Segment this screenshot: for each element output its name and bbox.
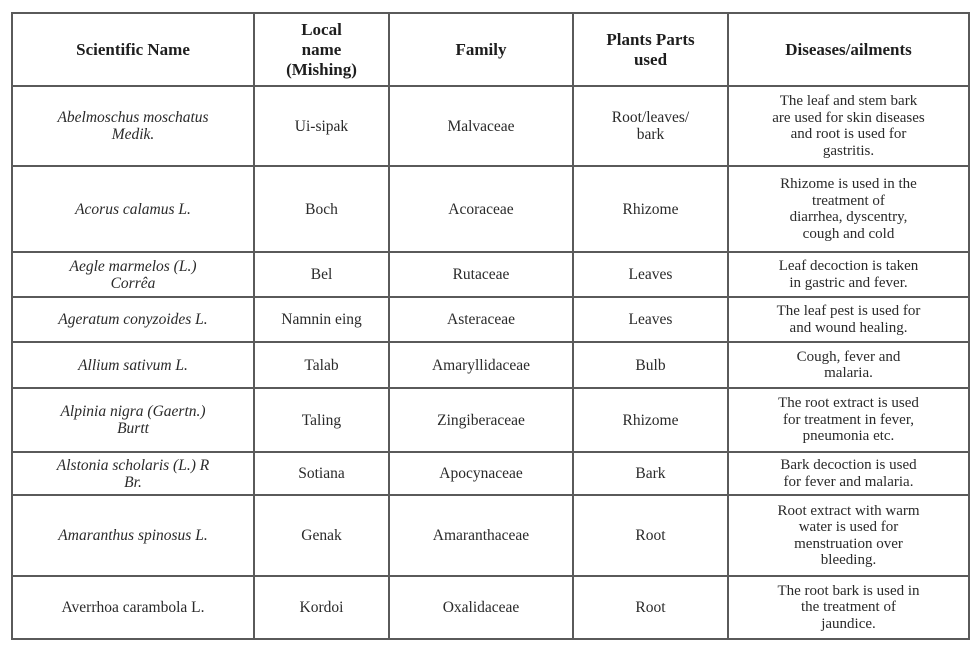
ailments-text: bleeding. [820, 552, 877, 568]
scientific-name-cell [12, 495, 254, 576]
parts-used-text: Rhizome [622, 411, 679, 429]
scientific-name-text: Abelmoschus moschatus [57, 109, 209, 126]
scientific-name-text: Medik. [111, 126, 155, 143]
parts-used-cell [573, 495, 728, 576]
family-cell: Malvaceae [389, 86, 573, 166]
header-text-line: Local [301, 19, 342, 39]
parts-used-cell [573, 576, 728, 639]
ailments-cell [728, 86, 969, 166]
scientific-name-cell [12, 166, 254, 252]
ailments-text: The leaf pest is used for [776, 303, 921, 319]
scientific-name-text: Alpinia nigra (Gaertn.) [60, 403, 206, 420]
scientific-name-text: Burtt [117, 420, 149, 437]
ailments-text: cough and cold [802, 225, 895, 242]
ailments-cell [728, 388, 969, 452]
ailments-text: malaria. [824, 365, 873, 381]
ailments-text: Leaf decoction is taken [778, 258, 919, 274]
scientific-name-text: Ageratum conyzoides L. [58, 311, 208, 328]
header-text-line: Plants Parts [606, 29, 695, 49]
ailments-text: The leaf and stem bark [779, 93, 918, 109]
ailments-cell [728, 495, 969, 576]
local-name-cell: Kordoi [254, 576, 389, 639]
local-name-cell: Bel [254, 252, 389, 297]
scientific-name-cell [12, 297, 254, 342]
ailments-cell [728, 452, 969, 495]
ailments-text: the treatment of [801, 599, 896, 616]
header-text-line: Family [455, 39, 507, 59]
ailments-text: Cough, fever and [796, 348, 901, 365]
scientific-name-text: Amaranthus spinosus L. [58, 527, 208, 544]
scientific-name-text: Alstonia scholaris (L.) R [56, 456, 210, 474]
ailments-text: The root extract is used [778, 395, 919, 412]
local-name-cell: Namnin eing [254, 297, 389, 342]
header-text-line: Scientific Name [76, 39, 190, 59]
ailments-text: and wound healing. [789, 319, 908, 336]
local-name-cell: Talab [254, 342, 389, 388]
local-name-cell: Taling [254, 388, 389, 452]
scientific-name-cell [12, 576, 254, 639]
family-cell: Rutaceae [389, 252, 573, 297]
parts-used-cell [573, 388, 728, 452]
family-cell: Acoraceae [389, 166, 573, 252]
ailments-text: Root extract with warm [777, 502, 920, 519]
parts-used-text: Leaves [628, 311, 673, 328]
parts-used-text: Bulb [635, 356, 666, 374]
parts-used-cell [573, 297, 728, 342]
ailments-cell [728, 576, 969, 639]
header-row [12, 13, 969, 86]
header-text-line: name [301, 39, 342, 59]
medicinal-plants-table [11, 12, 970, 640]
ailments-cell [728, 342, 969, 388]
scientific-name-cell [12, 252, 254, 297]
header-text-line: Diseases/ailments [785, 39, 912, 59]
family-cell: Amaryllidaceae [389, 342, 573, 388]
scientific-name-text: Br. [124, 473, 142, 491]
family-cell: Oxalidaceae [389, 576, 573, 639]
scientific-name-text: Corrêa [110, 274, 156, 292]
local-name-cell: Boch [254, 166, 389, 252]
header-parts-used [573, 13, 728, 86]
table-row [12, 297, 969, 342]
parts-used-cell [573, 166, 728, 252]
header-local-name [254, 13, 389, 86]
header-family [389, 13, 573, 86]
parts-used-text: Root [635, 599, 666, 616]
table-row [12, 86, 969, 166]
family-cell: Apocynaceae [389, 452, 573, 495]
ailments-text: for treatment in fever, [782, 411, 914, 428]
scientific-name-cell [12, 86, 254, 166]
parts-used-cell [573, 252, 728, 297]
header-text-line: (Mishing) [286, 59, 357, 79]
scientific-name-cell [12, 388, 254, 452]
ailments-text: treatment of [812, 192, 885, 209]
scientific-name-text: Aegle marmelos (L.) [69, 257, 197, 275]
ailments-text: water is used for [798, 519, 899, 535]
scientific-name-text: Acorus calamus L. [75, 200, 191, 218]
ailments-text: gastritis. [822, 142, 875, 159]
table-row [12, 166, 969, 252]
family-cell: Zingiberaceae [389, 388, 573, 452]
table-row [12, 495, 969, 576]
ailments-cell [728, 252, 969, 297]
table-row [12, 342, 969, 388]
parts-used-text: Bark [635, 465, 666, 482]
local-name-cell: Sotiana [254, 452, 389, 495]
parts-used-text: Root [635, 527, 666, 544]
header-ailments [728, 13, 969, 86]
parts-used-cell [573, 86, 728, 166]
scientific-name-text: Allium sativum L. [78, 356, 188, 374]
ailments-text: for fever and malaria. [783, 473, 914, 490]
parts-used-text: Leaves [628, 266, 673, 283]
header-text-line: used [633, 49, 668, 69]
ailments-text: jaundice. [821, 615, 876, 632]
ailments-text: menstruation over [794, 535, 903, 552]
table-row [12, 576, 969, 639]
parts-used-cell [573, 342, 728, 388]
scientific-name-cell [12, 342, 254, 388]
ailments-text: Rhizome is used in the [780, 176, 917, 192]
ailments-text: and root is used for [790, 126, 907, 142]
table-body [12, 86, 969, 639]
parts-used-text: bark [636, 126, 665, 143]
local-name-cell: Genak [254, 495, 389, 576]
ailments-text: Bark decoction is used [780, 457, 917, 473]
parts-used-text: Root/leaves/ [611, 109, 690, 126]
table-row [12, 252, 969, 297]
ailments-text: are used for skin diseases [772, 109, 925, 126]
ailments-text: diarrhea, dyscentry, [789, 209, 908, 225]
ailments-cell [728, 297, 969, 342]
table-row [12, 388, 969, 452]
ailments-text: pneumonia etc. [802, 428, 895, 445]
header-scientific-name [12, 13, 254, 86]
family-cell: Asteraceae [389, 297, 573, 342]
parts-used-text: Rhizome [622, 200, 679, 218]
table-row [12, 452, 969, 495]
ailments-cell [728, 166, 969, 252]
family-cell: Amaranthaceae [389, 495, 573, 576]
scientific-name-text: Averrhoa carambola L. [61, 599, 205, 616]
ailments-text: The root bark is used in [777, 582, 920, 599]
parts-used-cell [573, 452, 728, 495]
scientific-name-cell [12, 452, 254, 495]
ailments-text: in gastric and fever. [789, 274, 908, 291]
local-name-cell: Ui-sipak [254, 86, 389, 166]
